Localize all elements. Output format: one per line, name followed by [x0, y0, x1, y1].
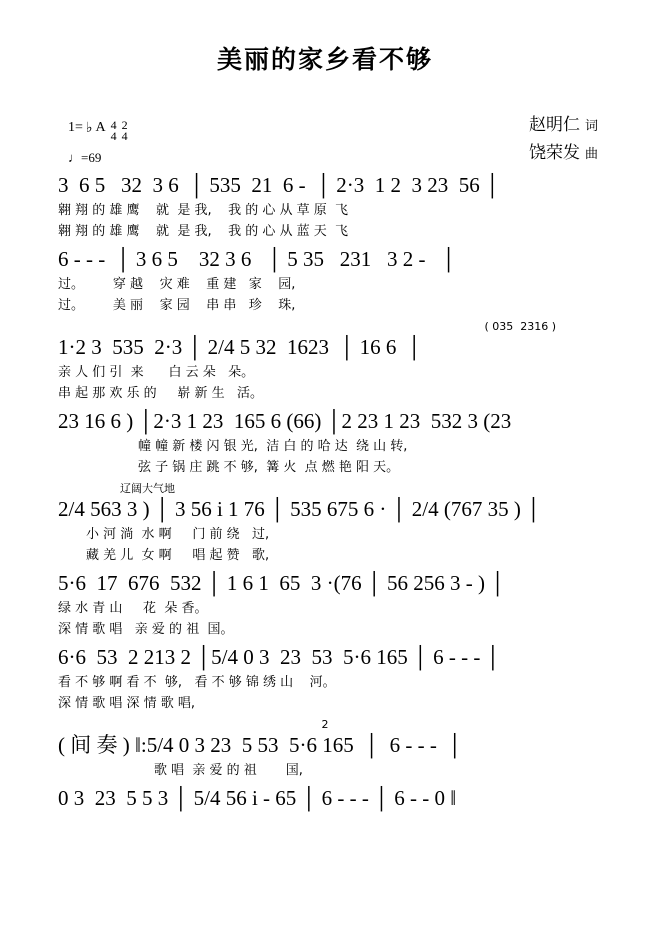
- meter2-denominator: 4: [121, 129, 128, 143]
- lyric-row-verse1: 绿 水 青 山 花 朵 香。: [58, 601, 208, 616]
- lyric-row-verse2: 弦 子 锅 庄 跳 不 够, 篝 火 点 燃 艳 阳 天。: [138, 460, 400, 475]
- sheet-music-page: [0, 40, 650, 933]
- composer-line: [529, 140, 598, 168]
- lyric-row-verse1: 翱 翔 的 雄 鹰 就 是 我, 我 的 心 从 草 原 飞: [58, 203, 349, 218]
- music-system: [0, 644, 650, 714]
- note-row: 0 3 23 5 5 3 │ 5/4 56 i - 65 │ 6 - - - │ 6 - - 0 ‖: [58, 786, 457, 810]
- lyric-row-verse1: 小 河 淌 水 啊 门 前 绕 过,: [86, 527, 270, 542]
- key-meter-block: [68, 120, 128, 142]
- lyric-row-verse2: 藏 羌 儿 女 啊 唱 起 赞 歌,: [86, 548, 270, 563]
- lyric-row-verse2: 串 起 那 欢 乐 的 崭 新 生 活。: [58, 386, 263, 401]
- composer-name: 饶荣发: [528, 143, 580, 163]
- lyricist-role: 词: [584, 119, 598, 134]
- meter1-denominator: 4: [110, 129, 117, 143]
- repeat-ending-number: 2: [321, 718, 329, 731]
- lyric-row-verse1: 亲 人 们 引 来 白 云 朵 朵。: [58, 365, 255, 380]
- note-row: 6 - - - │ 3 6 5 32 3 6 │ 5 35 231 3 2 - │: [58, 247, 457, 271]
- credits-block: [529, 112, 598, 168]
- music-system: [0, 570, 650, 640]
- lyric-row-verse2: 深 情 歌 唱 深 情 歌 唱,: [58, 696, 196, 711]
- key-label: 1=: [68, 120, 83, 135]
- music-system: [0, 246, 650, 316]
- lyric-row-verse1: 看 不 够 啊 看 不 够, 看 不 够 锦 绣 山 河。: [58, 675, 336, 690]
- music-system: [0, 172, 650, 242]
- note-row: 2/4 563 3 ) │ 3 56 i 1 76 │ 535 675 6 · │ 2/4 (767 35 ) │: [58, 497, 541, 521]
- lyricist-name: 赵明仁: [528, 115, 580, 135]
- note-row: 5·6 17 676 532 │ 1 6 1 65 3 ·(76 │ 56 256 3 - ) │: [58, 571, 506, 595]
- music-system: [0, 320, 650, 404]
- page-title: 美丽的家乡看不够: [216, 45, 433, 74]
- note-row: 3 6 5 32 3 6 │ 535 21 6 - │ 2·3 1 2 3 23 56 │: [58, 173, 500, 197]
- music-system: [0, 408, 650, 478]
- note-row: 23 16 6 ) │2·3 1 23 165 6 (66) │2 23 1 23 532 3 (23: [58, 409, 512, 433]
- lyric-row-verse2: 深 情 歌 唱 亲 爱 的 祖 国。: [58, 622, 234, 637]
- tempo-marking: ♩=69: [68, 150, 102, 165]
- note-row: 6·6 53 2 213 2 │5/4 0 3 23 53 5·6 165 │ 6 - - - │: [58, 645, 501, 669]
- music-system: [0, 482, 650, 566]
- expression-marking: 辽阔大气地: [120, 482, 175, 495]
- composer-role: 曲: [584, 147, 598, 162]
- meter2-numerator: 2: [121, 118, 128, 132]
- music-systems: [0, 172, 650, 817]
- time-signature-2: [122, 120, 128, 142]
- key-name: A: [95, 120, 106, 135]
- lyric-row-verse2: 过。 美 丽 家 园 串 串 珍 珠,: [58, 298, 296, 313]
- lyricist-line: [529, 112, 598, 140]
- lyric-row-verse1: 歌 唱 亲 爱 的 祖 国,: [154, 763, 303, 778]
- meter1-numerator: 4: [110, 118, 117, 132]
- lyric-row-verse1: 幢 幢 新 楼 闪 银 光, 洁 白 的 哈 达 绕 山 转,: [138, 439, 408, 454]
- lyric-row-verse2: 翱 翔 的 雄 鹰 就 是 我, 我 的 心 从 蓝 天 飞: [58, 224, 349, 239]
- note-row: ( 间 奏 ) ‖:5/4 0 3 23 5 53 5·6 165 │ 6 - - - │: [58, 733, 463, 757]
- key-flat-sign: ♭: [85, 121, 93, 136]
- music-system: [0, 785, 650, 813]
- note-row: 1·2 3 535 2·3 │ 2/4 5 32 1623 │ 16 6 │: [58, 335, 422, 359]
- lyric-row-verse1: 过。 穿 越 灾 难 重 建 家 园,: [58, 277, 296, 292]
- annotation-text: ( 035 2316 ): [484, 320, 556, 333]
- time-signature-1: [111, 120, 117, 142]
- music-system: [0, 718, 650, 781]
